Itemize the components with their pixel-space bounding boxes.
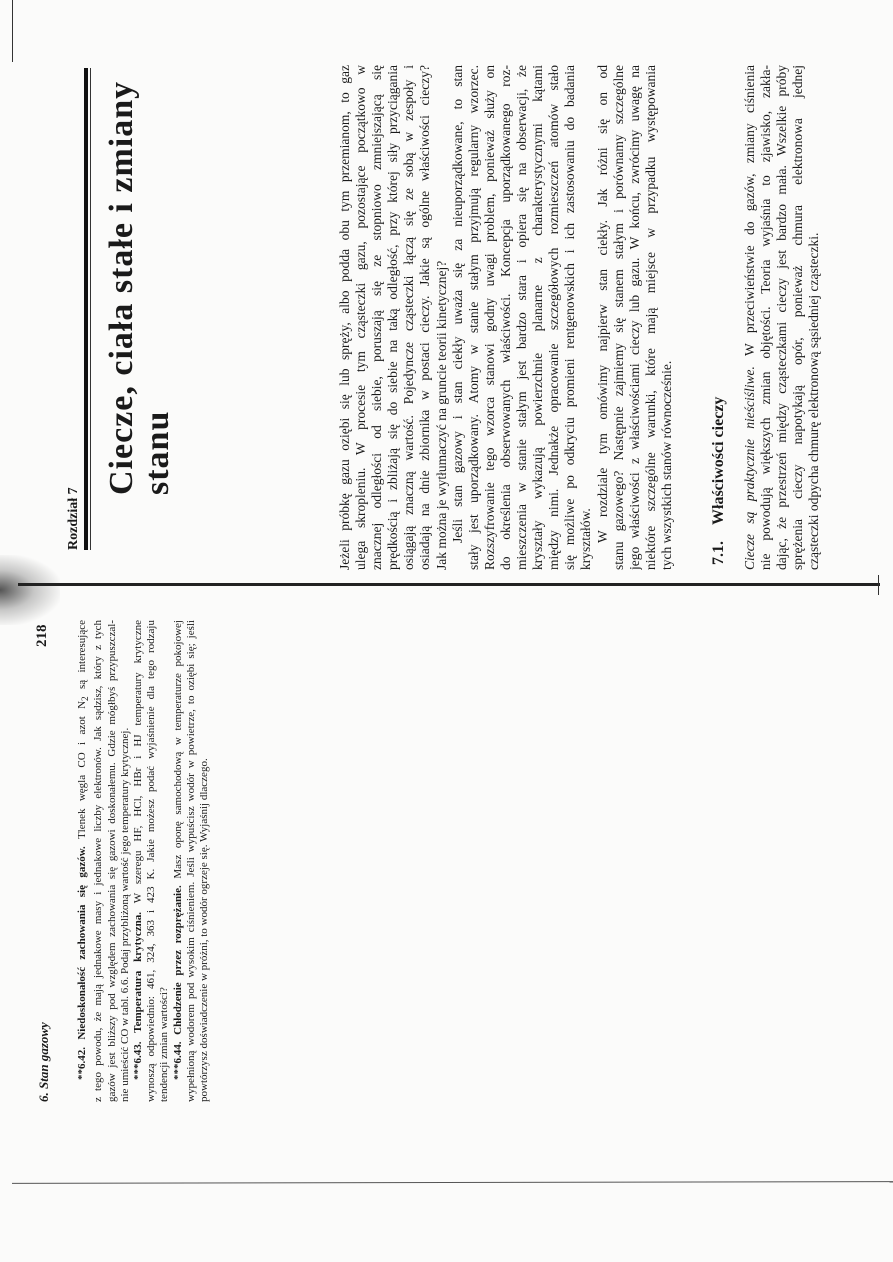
chapter-label: Rozdział 7 bbox=[66, 487, 81, 550]
section-title: Właściwości cieczy bbox=[710, 396, 727, 525]
text-line: się możliwe po odkryciu promieni rentgenowskich i ich zastosowaniu do badania bbox=[562, 65, 578, 570]
text-line: dając, że przestrzeń między cząsteczkami cieczy jest bardzo mała. Wszelkie próby bbox=[774, 65, 790, 570]
problem-first-line bbox=[172, 620, 185, 1102]
text-line: kryształy wykazują powierzchnie planarne z charakterystycznymi kątami bbox=[530, 65, 546, 570]
chapter-page bbox=[0, 0, 893, 590]
text-line: Jeżeli próbkę gazu oziębi się lub spręży, albo podda obu tym przemianom, to gaz bbox=[337, 65, 352, 570]
text-line: nie umieścić CO w tabl. 6.6. Podaj przybliżoną wartość jego temperatury krytycznej. bbox=[118, 727, 131, 1102]
chapter-rule bbox=[84, 68, 88, 550]
running-head: 6. Stan gazowy bbox=[36, 1022, 51, 1102]
problems-list bbox=[76, 620, 211, 1102]
chapter-title-line: stanu bbox=[139, 410, 176, 495]
text-line: W rozdziale tym omówimy najpierw stan ciekły. Jak różni się on od bbox=[594, 65, 610, 543]
problems-page bbox=[0, 590, 893, 1262]
text-line: ulega skropleniu. W procesie tym cząsteczki gazu, pozostające początkowo w bbox=[353, 65, 369, 570]
text-line: stanu gazowego? Następnie zajmiemy się stanem stałym i porównamy szczególne bbox=[610, 65, 626, 570]
text-line: osiągają znaczną wartość. Pojedyncze cząsteczki łączą się ze sobą w zespoły i bbox=[401, 65, 417, 570]
problem-title: **6.42. Niedoskonałość zachowania się gazów. bbox=[76, 846, 88, 1080]
problem-title: ***6.44. Chłodzenie przez rozprężanie. bbox=[171, 885, 184, 1080]
text-line: do określenia obserwowanych właściwości. Koncepcja uporządkowanego roz- bbox=[497, 65, 513, 570]
text-line: osiadają na dnie zbiornika w postaci cieczy. Jakie są ogólne właściwości cieczy? bbox=[417, 65, 433, 570]
text-line: Jak można je wytłumaczyć na gruncie teorii kinetycznej? bbox=[433, 260, 449, 570]
text-line: Jeśli stan gazowy i stan ciekły uważa się za nieuporządkowane, to stan bbox=[449, 65, 465, 543]
text-line: niektóre szczególne warunki, które mają miejsce w przypadku występowania bbox=[642, 65, 658, 570]
text-line: tych wszystkich stanów równocześnie. bbox=[658, 360, 674, 570]
page-number: 218 bbox=[34, 624, 50, 647]
text-line: Rozszyfrowanie tego wzorca stanowi godny uwagi problem, ponieważ służy on bbox=[481, 65, 497, 570]
italic-lead: Ciecze są praktycznie nieściśliwe. bbox=[742, 366, 757, 570]
text-line: tendencji zmian wartości? bbox=[158, 987, 171, 1102]
chapter-title-line: Ciecze, ciała stałe i zmiany bbox=[103, 80, 140, 495]
text-line: cząsteczki odpycha chmurę elektronową sąsiedniej cząsteczki. bbox=[806, 232, 822, 570]
chapter-title bbox=[104, 65, 176, 495]
text-fragment: W szeregu HF, HCl, HBr i HJ temperatury krytyczne bbox=[132, 620, 144, 913]
text-line: sprężenia cieczy napotykają opór, ponieważ chmura elektronowa jednej bbox=[790, 65, 806, 570]
text-line: wypełnioną wodorem pod wysokim ciśnieniem. Jeśli wypuścisz wodór w powietrze, to oziębi się; jeśli bbox=[184, 620, 197, 1102]
text-line: gazów jest bliższy pod względem zachowania się gazowi doskonałemu. Gdzie mógłbyś przypuszczal- bbox=[105, 620, 118, 1102]
section-heading bbox=[710, 397, 728, 565]
text-line: między nimi. Jednakże opracowanie szczegółowych rozmieszczeń atomów stało bbox=[546, 65, 562, 570]
text-fragment: W przeciwieństwie do gazów, zmiany ciśnienia bbox=[742, 65, 757, 367]
text-fragment: są interesujące bbox=[76, 620, 88, 697]
text-line bbox=[742, 65, 758, 570]
section-number: 7.1. bbox=[710, 541, 727, 565]
problem-first-line bbox=[132, 620, 145, 1102]
chapter-intro bbox=[337, 65, 675, 570]
text-line: nie powodują większych zmian objętości. Teoria wyjaśnia to zjawisko, zakła- bbox=[758, 65, 774, 570]
subscript: 2 bbox=[80, 696, 91, 701]
text-fragment: Tlenek węgla CO i azot N bbox=[76, 700, 88, 847]
text-line: kryształów. bbox=[578, 508, 594, 570]
problem-title: ***6.43. Temperatura krytyczna. bbox=[132, 912, 144, 1080]
text-line: wynoszą odpowiednio: 461, 324, 363 i 423 K. Jakie możesz podać wyjaśnienie dla tego rodzaju bbox=[145, 620, 158, 1102]
section-paragraph bbox=[742, 65, 822, 570]
text-line: znacznej odległości od siebie, poruszają się ze stopniowo zmniejszającą się bbox=[369, 65, 385, 570]
problem-first-line bbox=[76, 620, 92, 1102]
text-line: powtórzysz doświadczenie w próżni, to wodór ogrzeje się. Wyjaśnij dlaczego. bbox=[198, 758, 211, 1102]
text-line: stały jest uporządkowany. Atomy w stanie stałym przyjmują regularny wzorzec. bbox=[465, 65, 481, 570]
text-line: jego właściwości z właściwościami cieczy lub gazu. W końcu, zwrócimy uwagę na bbox=[626, 65, 642, 570]
text-line: z tego powodu, że mają jednakowe masy i jednakowe liczby elektronów. Jak sądzisz, który z tych bbox=[92, 620, 105, 1102]
text-line: prędkością i zbliżają się do siebie na taką odległość, przy której siły przyciągania bbox=[385, 65, 401, 570]
text-line: mieszczenia w stanie stałym jest bardzo stara i opiera się na obserwacji, że bbox=[514, 65, 530, 570]
text-fragment: Masz oponę samochodową w temperaturze pokojowej bbox=[171, 620, 184, 886]
